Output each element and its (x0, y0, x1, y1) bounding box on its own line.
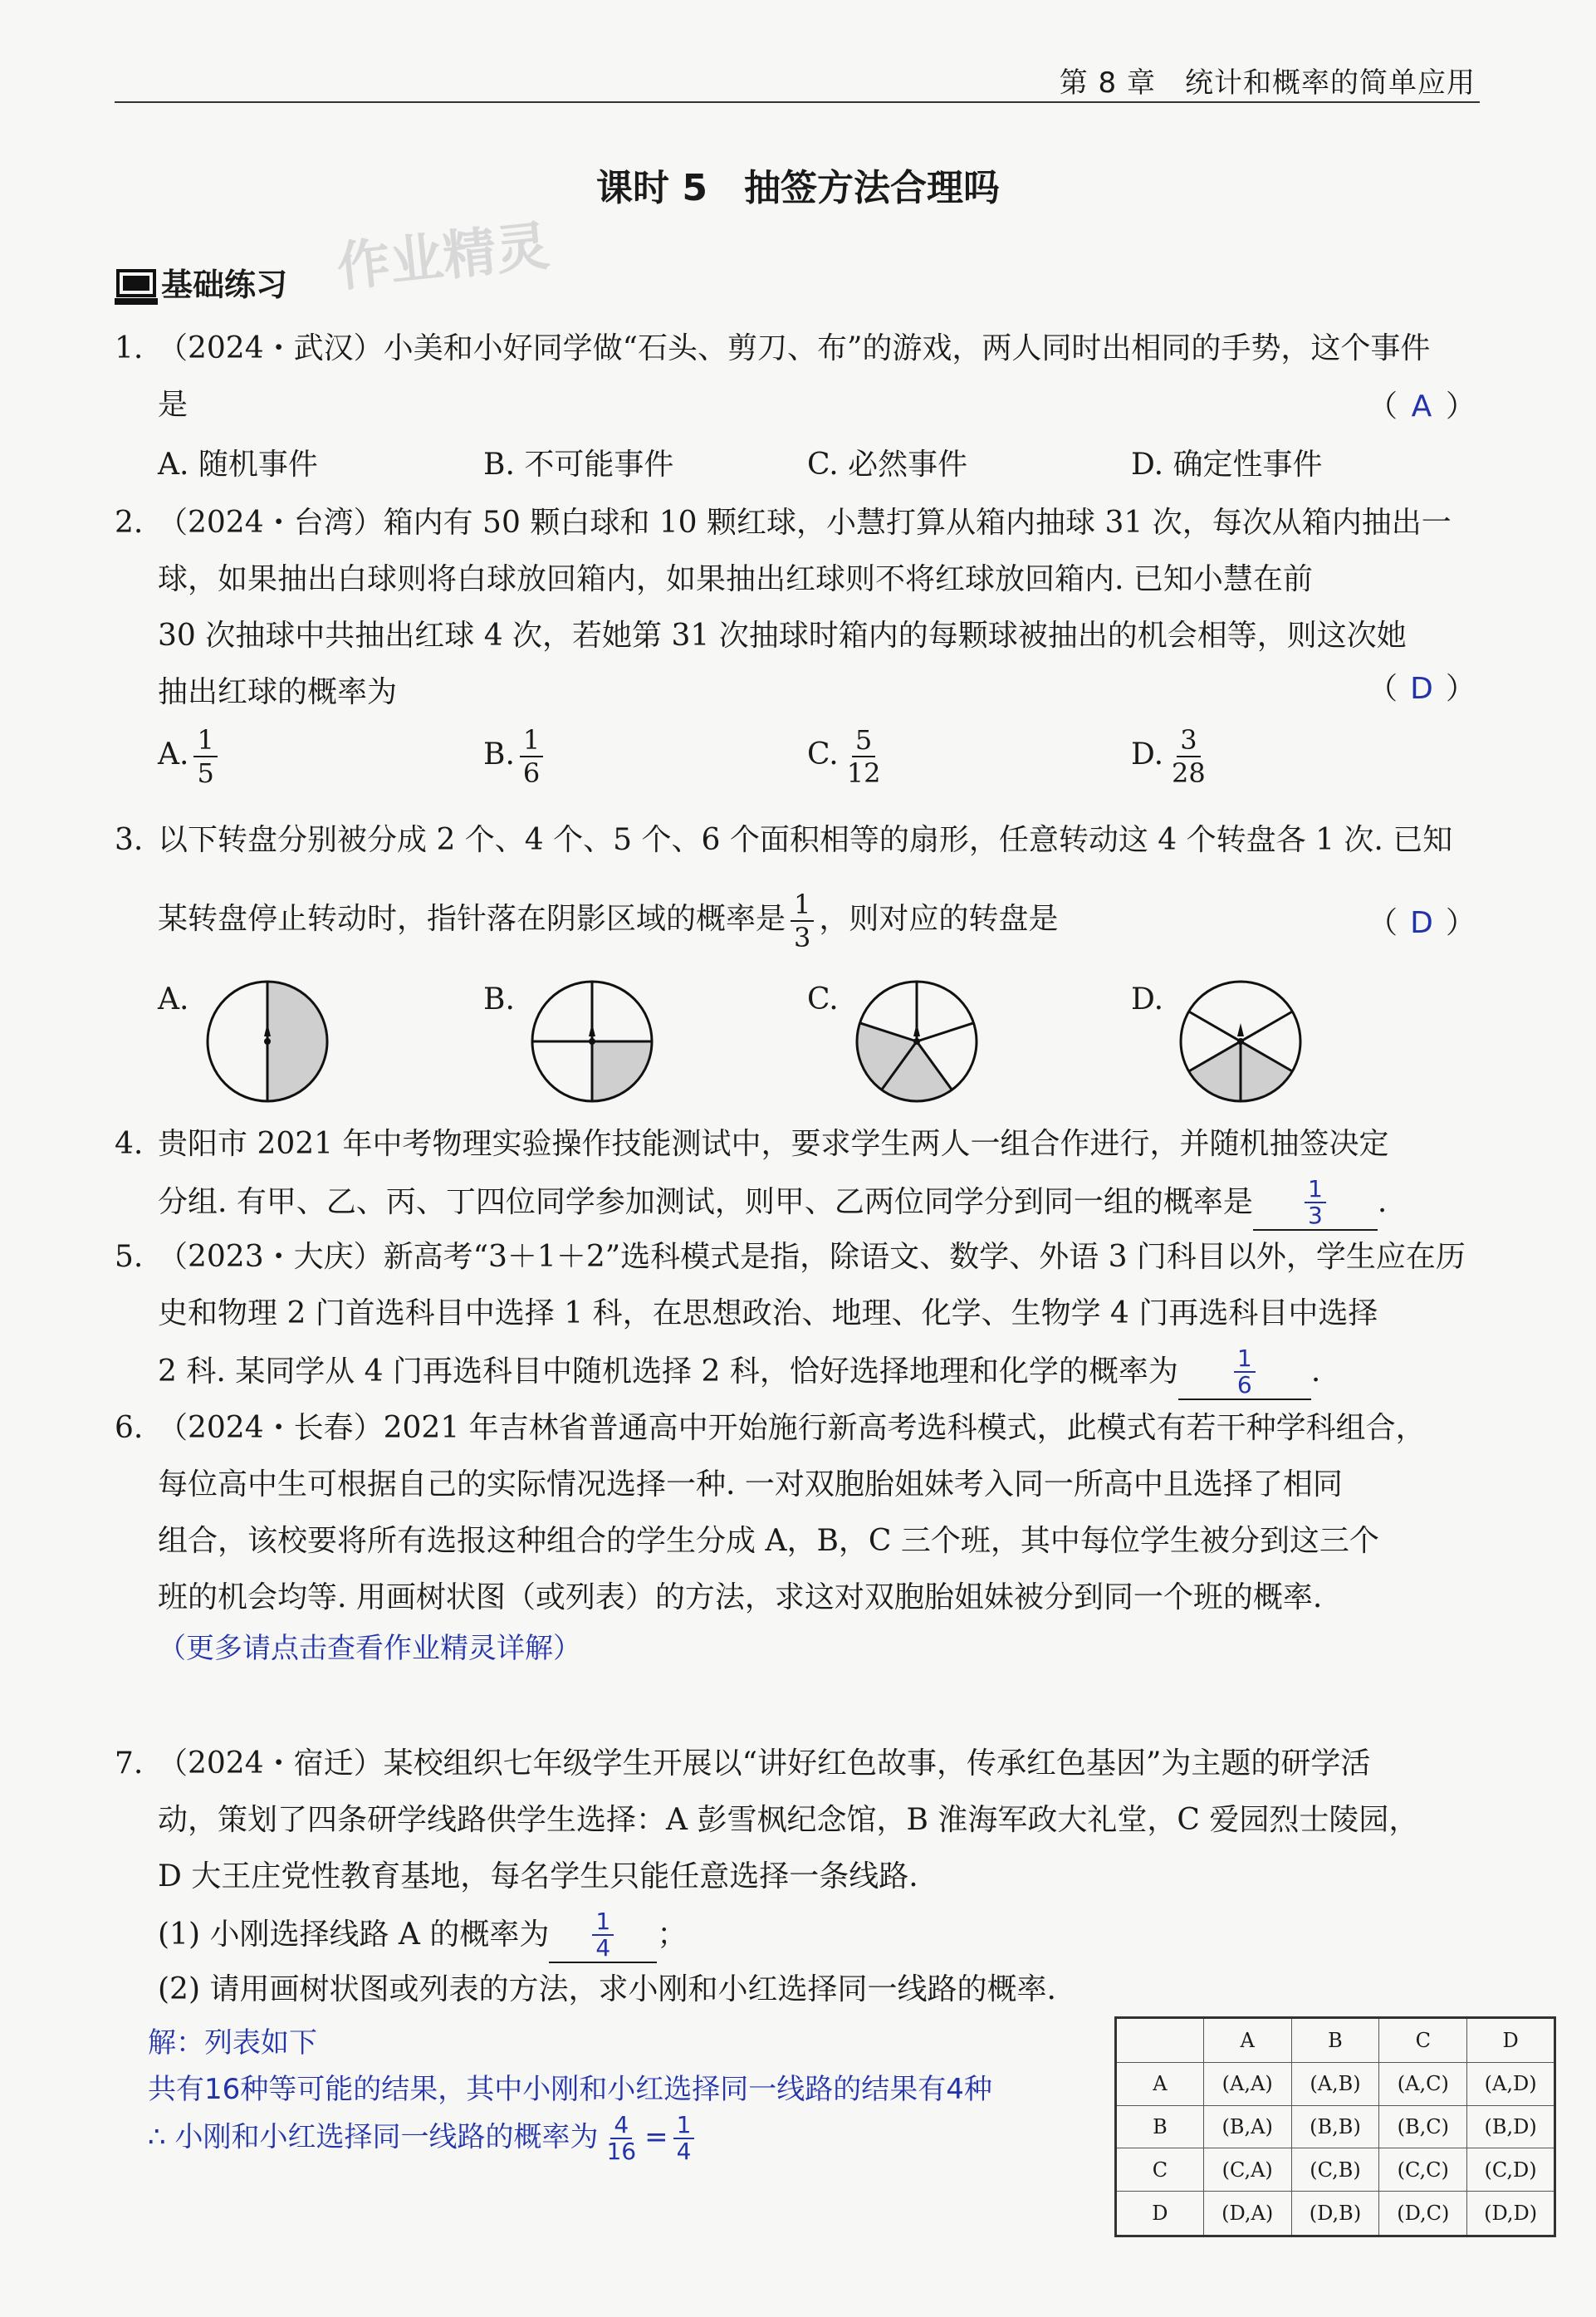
table-cell: (C,B) (1291, 2148, 1379, 2192)
question-line: 某转盘停止转动时，指针落在阴影区域的概率是 $\frac{1}{3}$ ，则对应的转盘是 (158, 889, 1059, 953)
computer-icon (115, 268, 158, 306)
answer-letter: D (1410, 672, 1433, 706)
chapter-header: 第 8 章 统计和概率的简单应用 (1059, 66, 1476, 100)
option-a: A. 随机事件 (158, 448, 318, 482)
question-line: 球，如果抽出白球则将白球放回箱内，如果抽出红球则不将红球放回箱内. 已知小慧在前 (158, 562, 1313, 596)
table-cell (1116, 2018, 1204, 2063)
question-number: 3. (115, 823, 144, 857)
table-cell: (A,C) (1379, 2062, 1467, 2105)
table-cell: (D,C) (1379, 2192, 1467, 2236)
answer-blank (549, 1905, 657, 1963)
fraction: $\frac{3}{28}$ (1172, 724, 1206, 789)
answer-fraction: $\frac{1}{4}$ (592, 1909, 614, 1961)
option-b: B. 不可能事件 (483, 448, 674, 482)
answer-fraction: $\frac{1}{3}$ (1305, 1177, 1326, 1228)
fraction: $\frac{1}{6}$ (520, 724, 543, 789)
table-cell: (C,D) (1467, 2148, 1555, 2192)
solution-line: 共有16种等可能的结果，其中小刚和小红选择同一线路的结果有4种 (148, 2073, 992, 2106)
question-line: 抽出红球的概率为 (158, 675, 398, 709)
more-details-link[interactable]: （更多请点击查看作业精灵详解） (158, 1632, 581, 1665)
question-line: 动，策划了四条研学线路供学生选择：A 彭雪枫纪念馆，B 淮海军政大礼堂，C 爱园烈士陵园， (158, 1803, 1419, 1837)
lesson-title: 课时 5 抽签方法合理吗 (596, 167, 1000, 209)
question-line: 30 次抽球中共抽出红球 4 次，若她第 31 次抽球时箱内的每颗球被抽出的机会相等，则这次她 (158, 619, 1407, 653)
answer-letter: A (1411, 389, 1432, 424)
spinner-b (529, 978, 655, 1105)
answer-blank (1253, 1173, 1378, 1231)
table-cell: (C,A) (1203, 2148, 1291, 2192)
question-line: 史和物理 2 门首选科目中选择 1 科，在思想政治、地理、化学、生物学 4 门再选科目中选择 (158, 1296, 1378, 1330)
fraction: $\frac{1}{3}$ (791, 889, 814, 953)
spinner-d (1177, 978, 1304, 1105)
question-number: 4. (115, 1127, 144, 1161)
question-line: 班的机会均等. 用画树状图（或列表）的方法，求这对双胞胎姐妹被分到同一个班的概率. (158, 1580, 1323, 1614)
question-number: 2. (115, 506, 144, 540)
table-cell: (A,D) (1467, 2062, 1555, 2105)
table-cell: (C,C) (1379, 2148, 1467, 2192)
fraction: $\frac{5}{12}$ (846, 724, 881, 789)
answer-bracket: （ A ） (1368, 379, 1476, 435)
table-cell: (B,D) (1467, 2105, 1555, 2148)
question-line: 组合，该校要将所有选报这种组合的学生分成 A，B，C 三个班，其中每位学生被分到这三个 (158, 1524, 1379, 1558)
table-row (1116, 2105, 1555, 2148)
spinner-c (854, 978, 980, 1105)
header-divider (115, 101, 1480, 103)
table-cell: C (1379, 2018, 1467, 2063)
table-cell: B (1291, 2018, 1379, 2063)
option-b: B. $\frac{1}{6}$ (483, 724, 548, 789)
fraction: $\frac{4}{16}$ (606, 2111, 637, 2165)
question-line: 每位高中生可根据自己的实际情况选择一种. 一对双胞胎姐妹考入同一所高中且选择了相同 (158, 1467, 1343, 1501)
table-cell: (B,A) (1203, 2105, 1291, 2148)
table-cell: D (1116, 2192, 1204, 2236)
option-d: D. 确定性事件 (1131, 448, 1323, 482)
table-row (1116, 2062, 1555, 2105)
solution-line: ∴ 小刚和小红选择同一线路的概率为 $\frac{4}{16}$ = $\frac{1}{4}$ (148, 2113, 699, 2164)
option-c: C. 必然事件 (807, 448, 968, 482)
question-text: （2024・武汉）小美和小好同学做“石头、剪刀、布”的游戏，两人同时出相同的手势，这个事件是 (158, 331, 1431, 422)
table-cell: D (1467, 2018, 1555, 2063)
option-a: A. $\frac{1}{5}$ (158, 724, 223, 789)
fraction: $\frac{1}{5}$ (193, 724, 217, 789)
option-d: D. $\frac{3}{28}$ (1131, 724, 1214, 789)
option-c: C. $\frac{5}{12}$ (807, 724, 889, 789)
question-number: 6. (115, 1411, 144, 1445)
section-label: 基础练习 (161, 267, 288, 303)
answer-fraction: $\frac{1}{6}$ (1234, 1346, 1256, 1398)
table-cell: (D,B) (1291, 2192, 1379, 2236)
option-a: A. (158, 982, 189, 1016)
fraction: $\frac{1}{4}$ (673, 2113, 695, 2164)
question-number: 7. (115, 1746, 144, 1781)
question-line: 贵阳市 2021 年中考物理实验操作技能测试中，要求学生两人一组合作进行，并随机抽签决定 (158, 1127, 1389, 1161)
table-cell: A (1203, 2018, 1291, 2063)
answer-blank (1178, 1342, 1311, 1400)
table-cell: C (1116, 2148, 1204, 2192)
option-b: B. (483, 982, 515, 1016)
table-cell: (B,C) (1379, 2105, 1467, 2148)
question-number: 5. (115, 1240, 144, 1274)
table-cell: (A,A) (1203, 2062, 1291, 2105)
question-line: （2024・台湾）箱内有 50 颗白球和 10 颗红球，小慧打算从箱内抽球 31 次，每次从箱内抽出一 (158, 506, 1452, 540)
table-header-row (1116, 2018, 1555, 2063)
sub-question-1: (1) 小刚选择线路 A 的概率为 $\frac{1}{4}$ ； (158, 1905, 1478, 1963)
answer-bracket: （ D ） (1368, 895, 1476, 952)
option-c: C. (807, 982, 839, 1016)
table-cell: B (1116, 2105, 1204, 2148)
table-cell: (D,A) (1203, 2192, 1291, 2236)
answer-bracket: （ D ） (1368, 661, 1476, 718)
question-line: 分组. 有甲、乙、丙、丁四位同学参加测试，则甲、乙两位同学分到同一组的概率是 $\frac{1}{3}$ . (158, 1173, 1478, 1231)
table-cell: (A,B) (1291, 2062, 1379, 2105)
section-heading (115, 259, 287, 306)
solution-line: 解：列表如下 (148, 2026, 317, 2060)
option-d: D. (1131, 982, 1164, 1016)
spinner-a (204, 978, 330, 1105)
question-line: （2024・宿迁）某校组织七年级学生开展以“讲好红色故事，传承红色基因”为主题的研学活 (158, 1746, 1371, 1781)
sub-question-2: (2) 请用画树状图或列表的方法，求小刚和小红选择同一线路的概率. (158, 1972, 1056, 2006)
watermark: 作业精灵 (334, 215, 552, 300)
table-cell: (B,B) (1291, 2105, 1379, 2148)
table-row (1116, 2192, 1555, 2236)
question-line: 2 科. 某同学从 4 门再选科目中随机选择 2 科，恰好选择地理和化学的概率为 $\frac{1}{6}$ . (158, 1342, 1478, 1400)
question-number: 1. (115, 331, 144, 365)
question-line: 以下转盘分别被分成 2 个、4 个、5 个、6 个面积相等的扇形，任意转动这 4 个转盘各 1 次. 已知 (158, 823, 1453, 857)
table-cell: A (1116, 2062, 1204, 2105)
outcome-table (1114, 2016, 1556, 2237)
table-row (1116, 2148, 1555, 2192)
question-line: D 大王庄党性教育基地，每名学生只能任意选择一条线路. (158, 1859, 918, 1893)
question-line: （2023・大庆）新高考“3＋1＋2”选科模式是指，除语文、数学、外语 3 门科目以外，学生应在历 (158, 1240, 1466, 1274)
question-line: （2024・长春）2021 年吉林省普通高中开始施行新高考选科模式，此模式有若干种学科组合， (158, 1411, 1426, 1445)
answer-letter: D (1410, 906, 1433, 940)
table-cell: (D,D) (1467, 2192, 1555, 2236)
